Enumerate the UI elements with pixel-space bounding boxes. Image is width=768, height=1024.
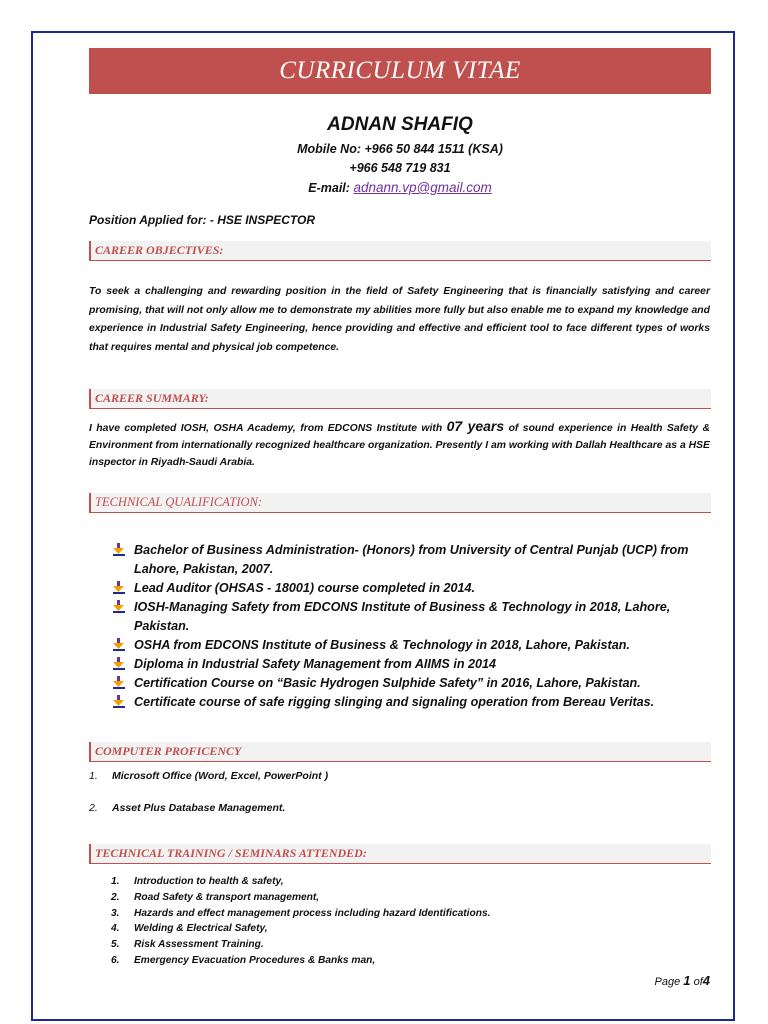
section-heading-technical-qualification: TECHNICAL QUALIFICATION:: [89, 493, 711, 513]
qualification-text: Bachelor of Business Administration- (Honors) from University of Central Punjab (UCP) from Lahore, Pakistan, 2007.: [134, 543, 689, 576]
qualification-text: IOSH-Managing Safety from EDCONS Institute of Business & Technology in 2018, Lahore, Pakistan.: [134, 600, 671, 633]
cv-banner-title: CURRICULUM VITAE: [89, 48, 711, 94]
page-current: 1: [683, 973, 691, 988]
qualification-text: Diploma in Industrial Safety Management from AIIMS in 2014: [134, 657, 497, 671]
arrow-bullet-icon: [113, 695, 125, 709]
page-total: 4: [702, 973, 710, 988]
page-label: Page: [654, 976, 681, 988]
arrow-bullet-icon: [113, 543, 125, 557]
list-text: Emergency Evacuation Procedures & Banks man,: [134, 954, 376, 966]
list-number: 2.: [111, 891, 120, 903]
section-heading-career-objectives: CAREER OBJECTIVES:: [89, 241, 711, 261]
qualification-text: Certification Course on “Basic Hydrogen Sulphide Safety” in 2016, Lahore, Pakistan.: [134, 676, 641, 690]
career-summary-years: 07 years: [446, 418, 505, 434]
mobile-number-2: +966 548 719 831: [349, 161, 451, 175]
list-number: 2.: [89, 802, 98, 814]
training-list: [111, 874, 671, 969]
list-number: 6.: [111, 954, 120, 966]
list-item: [113, 693, 713, 712]
email-label: E-mail:: [308, 181, 350, 195]
qualification-text: Certificate course of safe rigging slinging and signaling operation from Bereau Veritas.: [134, 695, 655, 709]
qualification-text: Lead Auditor (OHSAS - 18001) course completed in 2014.: [134, 581, 476, 595]
mobile-number-1: +966 50 844 1511 (KSA): [364, 142, 503, 156]
list-number: 4.: [111, 923, 120, 935]
qualification-text: OSHA from EDCONS Institute of Business & Technology in 2018, Lahore, Pakistan.: [134, 638, 630, 652]
list-item: [113, 674, 713, 693]
position-applied: Position Applied for: - HSE INSPECTOR: [89, 213, 316, 227]
list-item: [111, 937, 671, 953]
list-item: [113, 579, 713, 598]
list-item: [113, 541, 713, 579]
list-number: 3.: [111, 907, 120, 919]
list-number: 5.: [111, 939, 120, 951]
page-of-label: of: [693, 976, 703, 988]
arrow-bullet-icon: [113, 581, 125, 595]
section-heading-training: TECHNICAL TRAINING / SEMINARS ATTENDED:: [89, 844, 711, 864]
list-text: Hazards and effect management process including hazard Identifications.: [134, 907, 491, 919]
section-heading-career-summary: CAREER SUMMARY:: [89, 389, 711, 409]
career-summary-part-1: I have completed IOSH, OSHA Academy, from EDCONS Institute with: [89, 423, 447, 434]
list-item: [111, 921, 671, 937]
mobile-line: [89, 142, 711, 156]
arrow-bullet-icon: [113, 600, 125, 614]
arrow-bullet-icon: [113, 638, 125, 652]
list-item: [111, 906, 671, 922]
list-item: [113, 598, 713, 636]
list-item: [89, 802, 285, 814]
list-text: Road Safety & transport management,: [134, 891, 320, 903]
list-text: Asset Plus Database Management.: [112, 802, 286, 814]
list-item: [89, 770, 328, 782]
section-heading-computer-proficiency: COMPUTER PROFICENCY: [89, 742, 711, 762]
list-item: [113, 655, 713, 674]
career-summary-text: [89, 418, 710, 471]
list-item: [111, 953, 671, 969]
candidate-name: ADNAN SHAFIQ: [327, 114, 473, 135]
career-objectives-text: To seek a challenging and rewarding position in the field of Safety Engineering that is financially satisfying and career promising, that will not only allow me to demonstrate my abilities more fully but also enable me to expand my knowledge and experience in Industrial Safety Engineering, hence providing and effective and efficient tool to face different types of works that requires mental and physical job competence.: [89, 286, 710, 353]
list-item: [111, 890, 671, 906]
list-text: Welding & Electrical Safety,: [134, 923, 268, 935]
page-number-footer: [620, 973, 710, 988]
list-number: 1.: [89, 770, 98, 782]
arrow-bullet-icon: [113, 676, 125, 690]
list-item: [111, 874, 671, 890]
email-line: [89, 180, 711, 195]
list-text: Microsoft Office (Word, Excel, PowerPoint ): [112, 770, 329, 782]
list-item: [113, 636, 713, 655]
email-link[interactable]: adnann.vp@gmail.com: [353, 180, 492, 195]
arrow-bullet-icon: [113, 657, 125, 671]
list-number: 1.: [111, 876, 120, 887]
mobile-label: Mobile No:: [297, 142, 361, 156]
list-text: Introduction to health & safety,: [134, 876, 284, 887]
list-text: Risk Assessment Training.: [134, 939, 264, 951]
career-summary-part-2: of sound experience in Health Safety & Environment from internationally recognized healthcare organization. Presently I am working with Dallah Healthcare as a HSE inspector in Riyadh-Saudi Arabia.: [89, 423, 710, 468]
qualification-list: [113, 541, 713, 712]
